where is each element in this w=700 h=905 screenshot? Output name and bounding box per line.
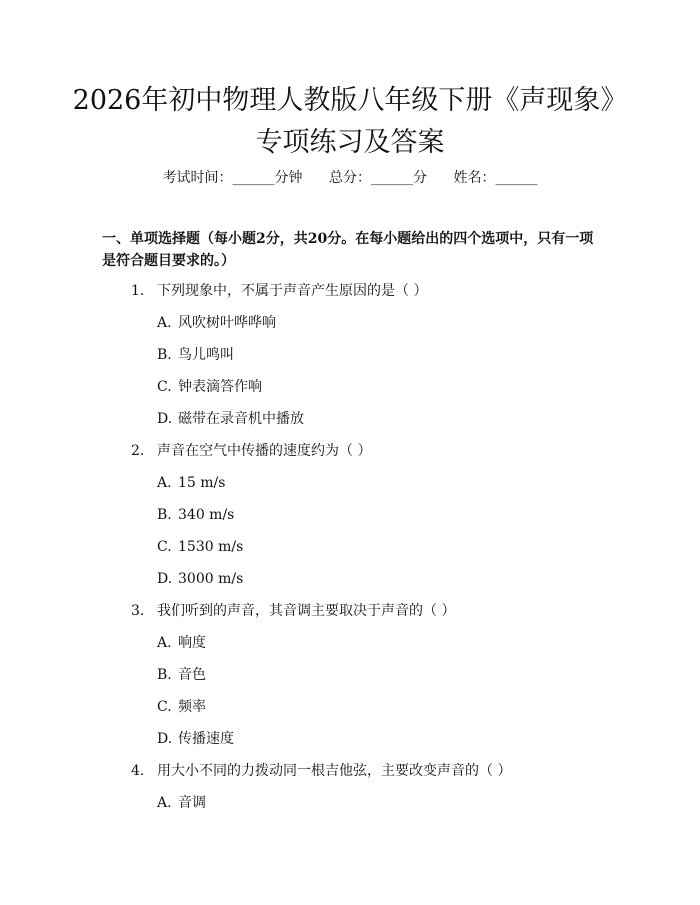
option-text: 1530 m/s <box>178 539 244 555</box>
answer-option <box>0 633 700 665</box>
option-text: 音调 <box>178 795 206 811</box>
question-number: 4. <box>131 763 145 779</box>
answer-option <box>0 697 700 729</box>
answer-option <box>0 473 700 505</box>
option-text: 风吹树叶哗哗响 <box>178 315 276 331</box>
option-text: 340 m/s <box>178 507 235 523</box>
question-stem <box>0 601 700 633</box>
option-text: 磁带在录音机中播放 <box>178 411 304 427</box>
exam-time-label: 考试时间：______分钟 <box>162 170 303 186</box>
option-text: 频率 <box>178 699 206 715</box>
answer-option <box>0 345 700 377</box>
question-text: 我们听到的声音，其音调主要取决于声音的（ ） <box>157 603 456 619</box>
option-text: 15 m/s <box>178 475 226 491</box>
answer-option <box>0 409 700 441</box>
question-item <box>0 441 700 601</box>
question-number: 2. <box>131 443 145 459</box>
question-list <box>0 281 700 825</box>
option-letter: C. <box>157 539 172 555</box>
option-list <box>0 473 700 601</box>
option-letter: B. <box>157 507 172 523</box>
option-letter: A. <box>157 635 172 651</box>
option-text: 传播速度 <box>178 731 234 747</box>
option-letter: C. <box>157 699 172 715</box>
question-stem <box>0 761 700 793</box>
student-name-label: 姓名：______ <box>453 170 538 186</box>
document-title: 2026年初中物理人教版八年级下册《声现象》专项练习及答案 <box>72 85 628 158</box>
option-letter: B. <box>157 347 172 363</box>
question-item <box>0 761 700 825</box>
option-letter: B. <box>157 667 172 683</box>
option-letter: A. <box>157 315 172 331</box>
option-list <box>0 313 700 441</box>
option-letter: D. <box>157 411 173 427</box>
answer-option <box>0 505 700 537</box>
question-number: 1. <box>131 283 145 299</box>
question-stem <box>0 281 700 313</box>
option-letter: A. <box>157 475 172 491</box>
question-number: 3. <box>131 603 145 619</box>
option-list <box>0 793 700 825</box>
question-text: 声音在空气中传播的速度约为（ ） <box>157 443 372 459</box>
question-text: 下列现象中，不属于声音产生原因的是（ ） <box>157 283 428 299</box>
total-score-label: 总分：______分 <box>329 170 427 186</box>
option-text: 钟表滴答作响 <box>178 379 262 395</box>
option-letter: D. <box>157 571 173 587</box>
option-text: 音色 <box>178 667 206 683</box>
option-text: 响度 <box>178 635 206 651</box>
answer-option <box>0 569 700 601</box>
option-letter: D. <box>157 731 173 747</box>
question-stem <box>0 441 700 473</box>
option-text: 鸟儿鸣叫 <box>178 347 234 363</box>
question-text: 用大小不同的力拨动同一根吉他弦，主要改变声音的（ ） <box>157 763 512 779</box>
question-item <box>0 281 700 441</box>
option-letter: C. <box>157 379 172 395</box>
answer-option <box>0 665 700 697</box>
option-list <box>0 633 700 761</box>
answer-option <box>0 537 700 569</box>
question-item <box>0 601 700 761</box>
answer-option <box>0 313 700 345</box>
exam-info-line <box>0 168 700 188</box>
answer-option <box>0 729 700 761</box>
answer-option <box>0 377 700 409</box>
option-letter: A. <box>157 795 172 811</box>
option-text: 3000 m/s <box>178 571 244 587</box>
answer-option <box>0 793 700 825</box>
section-heading-single-choice: 一、单项选择题（每小题2分，共20分。在每小题给出的四个选项中，只有一项是符合题目要求的。） <box>102 231 594 269</box>
